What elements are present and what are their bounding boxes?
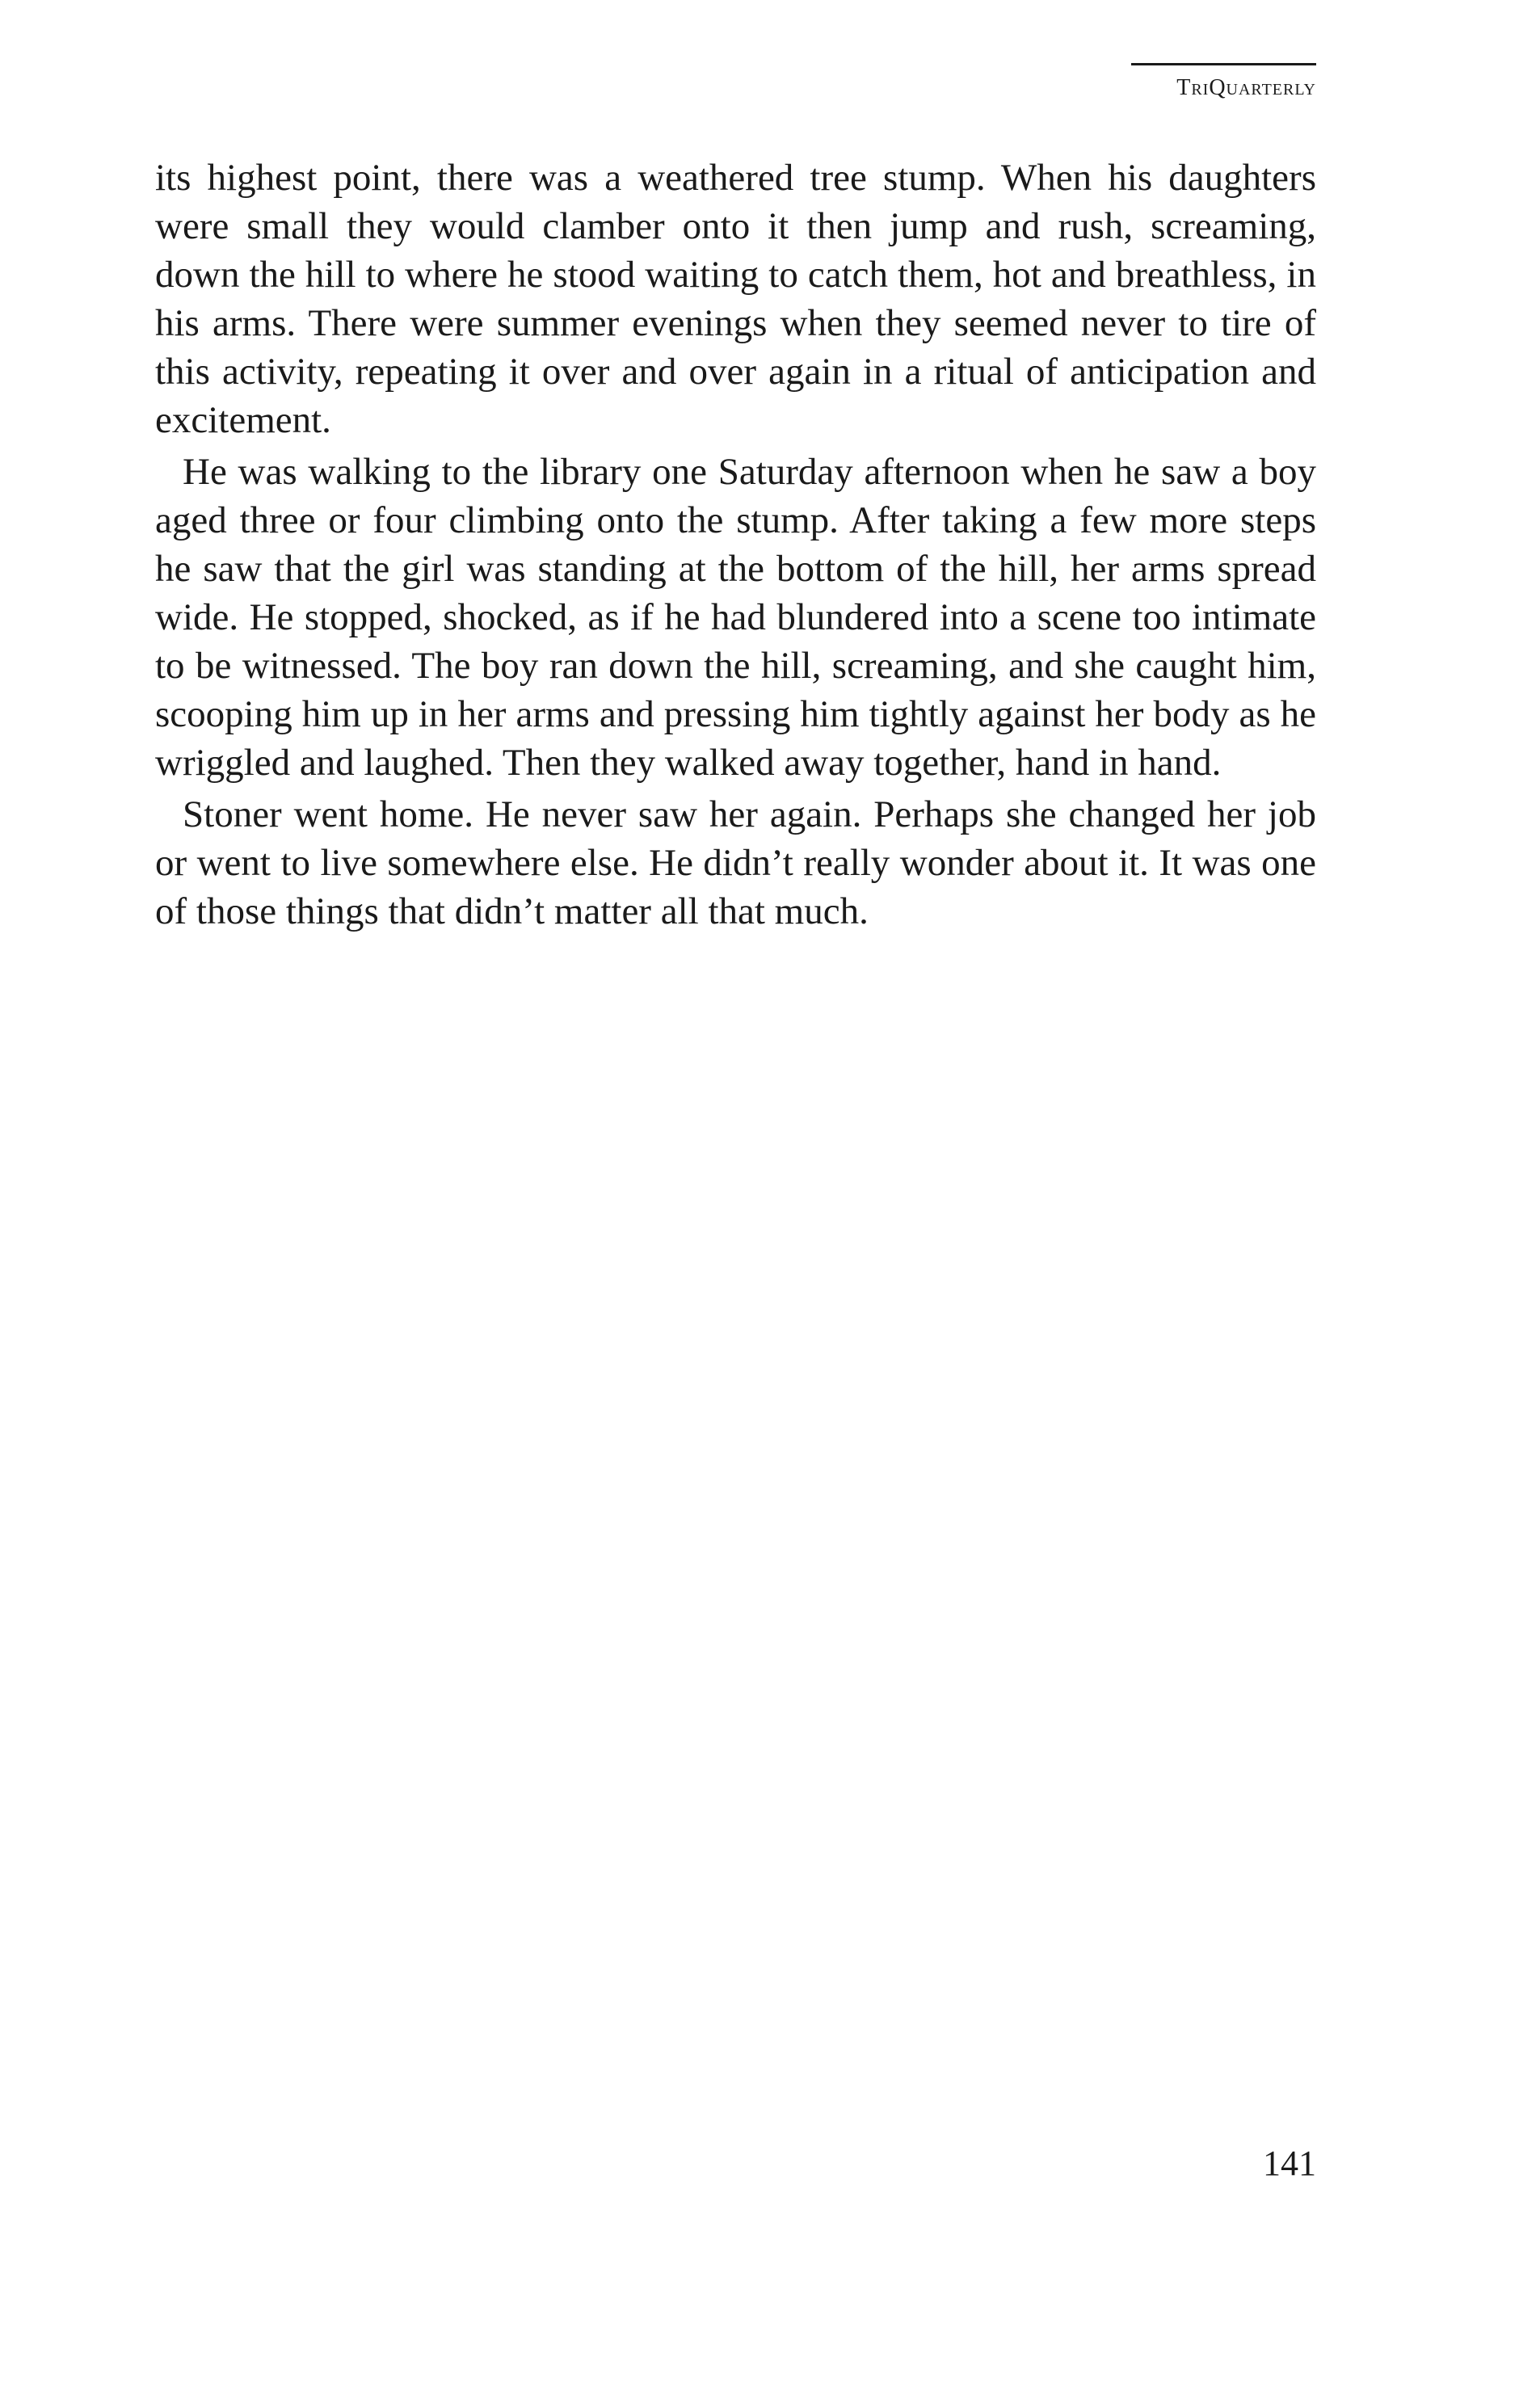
body-text	[155, 154, 1316, 936]
page-number: 141	[1263, 2143, 1316, 2183]
paragraph-continuation: its highest point, there was a weathered tree stump. When his daughters were small they would clamber onto it then jump and rush, screaming, down the hill to where he stood waiting to catch them, hot and breathless, in his arms. There were summer evenings when they seemed never to tire of this activity, repeating it over and over again in a ritual of anticipation and excitement.	[155, 157, 1316, 441]
paragraph-stoner-went-home: Stoner went home. He never saw her again. Perhaps she changed her job or went to live somewhere else. He didn’t really wonder about it. It was one of those things that didn’t matter all that much.	[155, 793, 1316, 932]
running-head	[1131, 63, 1316, 101]
running-title: TriQuarterly	[1176, 75, 1316, 100]
paragraph-library: He was walking to the library one Saturday afternoon when he saw a boy aged three or four climbing onto the stump. After taking a few more steps he saw that the girl was standing at the bottom of the hill, her arms spread wide. He stopped, shocked, as if he had blundered into a scene too intimate to be witnessed. The boy ran down the hill, screaming, and she caught him, scooping him up in her arms and pressing him tightly against her body as he wriggled and laughed. Then they walked away together, hand in hand.	[155, 451, 1316, 784]
